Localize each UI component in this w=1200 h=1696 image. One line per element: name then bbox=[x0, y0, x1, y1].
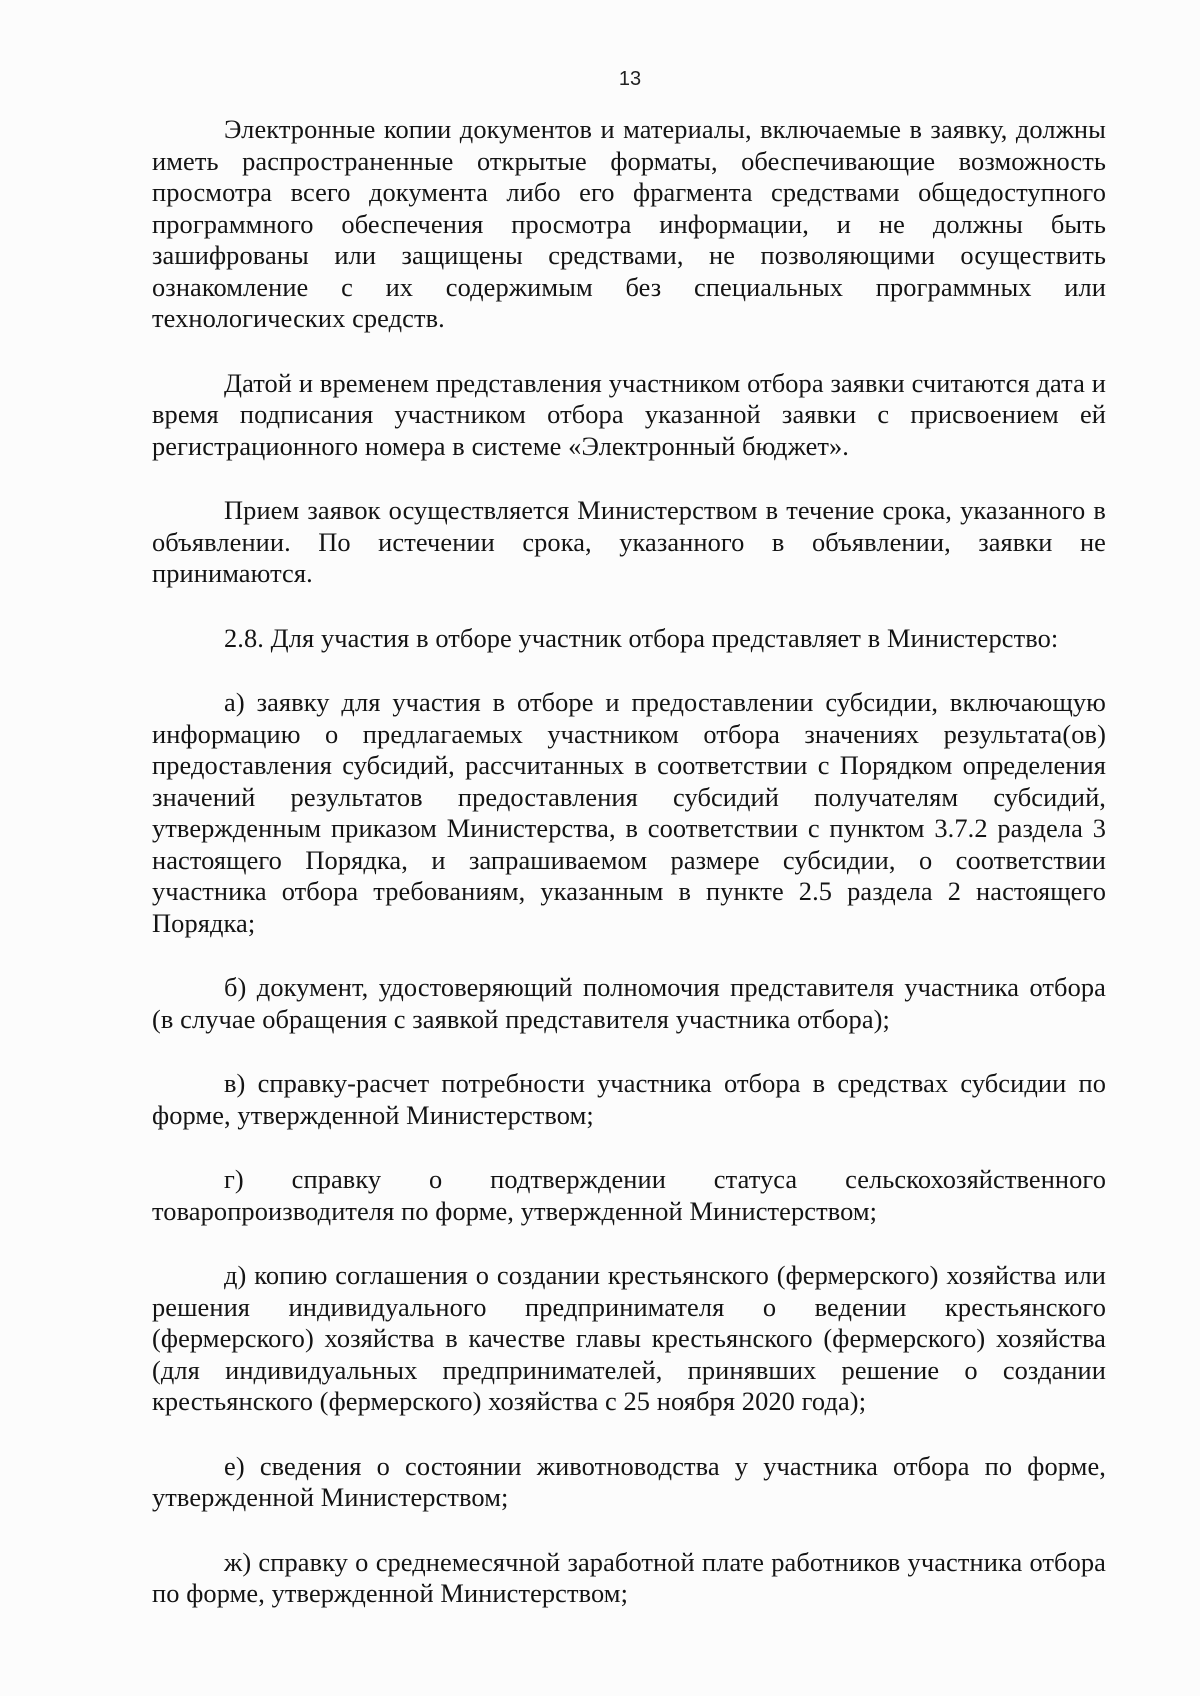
list-item-d: д) копию соглашения о создании крестьянского (фермерского) хозяйства или решения индивидуального предпринимателя о ведении крестьянского (фермерского) хозяйства в качестве главы крестьянского (фермерского) хозяйства (для индивидуальных предпринимателей, принявших решение о создании крестьянского (фермерского) хозяйства с 25 ноября 2020 года); bbox=[152, 1260, 1106, 1416]
list-item-b: б) документ, удостоверяющий полномочия представителя участника отбора (в случае обращения с заявкой представителя участника отбора); bbox=[152, 972, 1106, 1034]
list-item-zh: ж) справку о среднемесячной заработной плате работников участника отбора по форме, утвержденной Министерством; bbox=[152, 1546, 1106, 1608]
document-body bbox=[152, 114, 1106, 1643]
paragraph-submission-date: Датой и временем представления участником отбора заявки считаются дата и время подписания участником отбора указанной заявки с присвоением ей регистрационного номера в системе «Электронный бюджет». bbox=[152, 367, 1106, 461]
page-number: 13 bbox=[618, 68, 642, 90]
list-item-v: в) справку-расчет потребности участника отбора в средствах субсидии по форме, утвержденной Министерством; bbox=[152, 1068, 1106, 1130]
list-item-a: а) заявку для участия в отборе и предоставлении субсидии, включающую информацию о предлагаемых участником отбора значениях результата(ов) предоставления субсидий, рассчитанных в соответствии с Порядком определения значений результатов предоставления субсидий получателям субсидий, утвержденным приказом Министерства, в соответствии с пунктом 3.7.2 раздела 3 настоящего Порядка, и запрашиваемом размере субсидии, о соответствии участника отбора требованиям, указанным в пункте 2.5 раздела 2 настоящего Порядка; bbox=[152, 687, 1106, 938]
list-item-e: е) сведения о состоянии животноводства у участника отбора по форме, утвержденной Министерством; bbox=[152, 1450, 1106, 1512]
paragraph-acceptance-period: Прием заявок осуществляется Министерством в течение срока, указанного в объявлении. По истечении срока, указанного в объявлении, заявки не принимаются. bbox=[152, 495, 1106, 588]
paragraph-section-2-8: 2.8. Для участия в отборе участник отбора представляет в Министерство: bbox=[224, 622, 1059, 653]
list-item-g: г) справку о подтверждении статуса сельскохозяйственного товаропроизводителя по форме, утвержденной Министерством; bbox=[152, 1164, 1106, 1226]
paragraph-electronic-copies: Электронные копии документов и материалы, включаемые в заявку, должны иметь распространенные открытые форматы, обеспечивающие возможность просмотра всего документа либо его фрагмента средствами общедоступного программного обеспечения просмотра информации, и не должны быть зашифрованы или защищены средствами, не позволяющими осуществить ознакомление с их содержимым без специальных программных или технологических средств. bbox=[152, 114, 1106, 333]
